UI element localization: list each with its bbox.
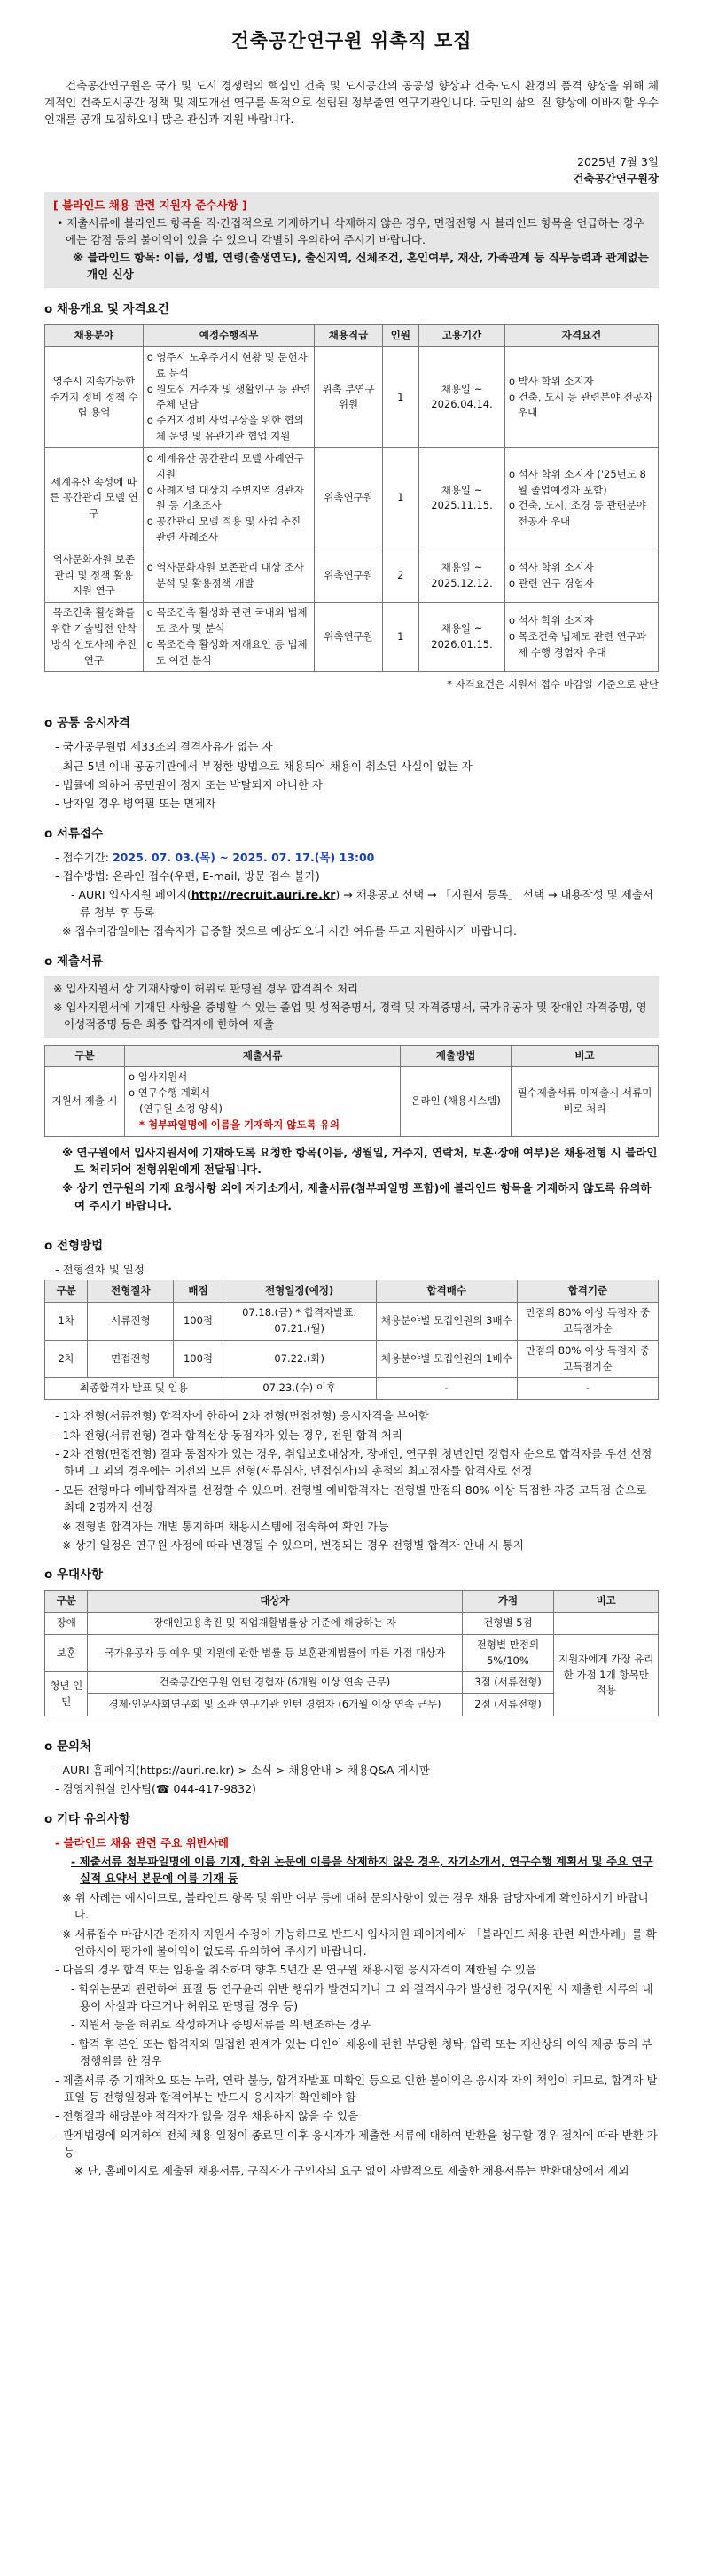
- contact-item: - 경영지원실 인사팀(☎ 044-417-9832): [55, 1782, 256, 1796]
- section-selection: o 전형방법: [44, 1239, 104, 1254]
- blind-violation-example: - 제출서류 첨부파일명에 이름 기재, 학위 논문에 이름을 삭제하지 않은 경우, 자기소개서, 연구수행 계획서 및 주요 연구실적 요약서 본문에 이름 기재 등: [71, 1855, 653, 1886]
- recruitment-row: [45, 549, 659, 602]
- blind-warning-1: ※ 연구원에서 입사지원서에 기재하도록 요청한 항목(이름, 생월일, 거주지, 연락처, 보훈·장애 여부)은 채용전형 시 블라인드 처리되어 전형위원에게 전달됩니다.: [62, 1145, 658, 1176]
- section-contact: o 문의처: [44, 1739, 92, 1755]
- documents-list: o 입사지원서 o 연구수행 계획서 (연구원 소정 양식) * 첨부파일명에 이름을 기재하지 않도록 유의: [124, 1067, 400, 1136]
- preference-cat: 장애: [45, 1613, 88, 1635]
- section-recruitment: o 채용개요 및 자격요건: [44, 302, 169, 317]
- duties-cell: o 목조건축 활성화 관련 국내외 법제도 조사 및 분석 o 목조건축 활성화 저해요인 등 법제도 여건 분석: [143, 603, 315, 672]
- blind-violation-heading: - 블라인드 채용 관련 주요 위반사례: [55, 1835, 229, 1849]
- application-site: - AURI 입사지원 페이지(http://recruit.auri.re.kr) → 채용공고 선택 → 「지원서 등록」 선택 → 내용작성 및 제출서류 첨부 후 등록: [71, 888, 653, 919]
- violation-note: ※ 위 사례는 예시이므로, 블라인드 항목 및 위반 여부 등에 대해 문의사항이 있는 경우 채용 담당자에게 확인하시기 바랍니다.: [62, 1890, 649, 1922]
- notice-blind-items: ※ 블라인드 항목: 이름, 성별, 연령(출생연도), 출신지역, 신체조건, 혼인여부, 재산, 가족관계 등 직무능력과 관계없는 개인 신상: [73, 250, 649, 281]
- other-note-item: - 제출서류 중 기재착오 또는 누락, 연락 불능, 합격자발표 미확인 등으로 인한 불이익은 응시자 자의 책임이 되므로, 합격자 발표일 등 전형일정과 합격여부는 반드시 응시자가 확인해야 함: [55, 2073, 658, 2104]
- selection-cell: 07.22.(화): [223, 1340, 376, 1378]
- qualification-cell: o 석사 학위 소지자 o 관련 연구 경험자: [504, 549, 658, 602]
- final-row: [45, 1378, 659, 1400]
- documents-cat: 지원서 제출 시: [45, 1067, 125, 1136]
- column-header: 구분: [45, 1591, 88, 1613]
- headcount-cell: 1: [382, 447, 419, 549]
- period-cell: 채용일 ~ 2026.04.14.: [419, 347, 505, 448]
- column-header: 합격배수: [376, 1280, 517, 1303]
- other-note-item: - 합격 후 본인 또는 합격자와 밀접한 관계가 있는 타인이 채용에 관한 부당한 청탁, 압력 또는 재산상의 이익 제공 등의 부정행위를 한 경우: [71, 2036, 652, 2068]
- selection-cell: 채용분야별 모집인원의 1배수: [376, 1340, 517, 1378]
- headcount-cell: 2: [382, 549, 419, 602]
- section-other-notes: o 기타 유의사항: [44, 1811, 130, 1826]
- column-header: 제출방법: [401, 1045, 512, 1067]
- column-header: 전형절차: [88, 1280, 174, 1303]
- period-cell: 채용일 ~ 2025.12.12.: [419, 549, 505, 602]
- column-header: 대상자: [88, 1591, 462, 1613]
- selection-note: ※ 상기 일정은 연구원 사정에 따라 변경될 수 있으며, 변경되는 경우 전형별 합격자 안내 시 통지: [62, 1537, 524, 1552]
- preference-remark: [554, 1613, 659, 1635]
- blind-warning-2: ※ 상기 연구원의 기재 요청사항 외에 자기소개서, 제출서류(첨부파일명 포함)에 블라인드 항목을 기재하지 않도록 유의하여 주시기 바랍니다.: [62, 1181, 652, 1212]
- period-cell: 채용일 ~ 2025.11.15.: [419, 447, 505, 549]
- final-cell: -: [376, 1378, 517, 1400]
- duties-cell: o 영주시 노후주거지 현황 및 문헌자료 분석 o 원도심 거주자 및 생활인구 등 관련주체 면담 o 주거지정비 사업구상을 위한 협의체 운영 및 유관기관 협업 지원: [143, 347, 315, 448]
- section-documents: o 제출서류: [44, 953, 104, 969]
- preference-cat: 보훈: [45, 1634, 88, 1672]
- recruitment-row: [45, 603, 659, 672]
- preference-target: 장애인고용촉진 및 직업재활법률상 기준에 해당하는 자: [88, 1613, 462, 1635]
- preference-points: 3점 (서류전형): [462, 1672, 554, 1694]
- selection-cell: 채용분야별 모집인원의 3배수: [376, 1303, 517, 1341]
- selection-cell: 면접전형: [88, 1340, 174, 1378]
- other-note-item: - 다음의 경우 합격 또는 임용을 취소하며 향후 5년간 본 연구원 채용시험 응시자격이 제한될 수 있음: [55, 1963, 536, 1977]
- column-header: 예정수행직무: [143, 325, 315, 347]
- grade-cell: 위촉연구원: [315, 447, 382, 549]
- eligibility-item: - 남자일 경우 병역필 또는 면제자: [55, 797, 216, 811]
- field-cell: 역사문화자원 보존관리 및 정책 활용 지원 연구: [45, 549, 144, 602]
- grade-cell: 위촉연구원: [315, 603, 382, 672]
- selection-subtitle: - 전형절차 및 일정: [55, 1263, 145, 1277]
- column-header: 인원: [382, 325, 419, 347]
- announcement-date: 2025년 7월 3일: [577, 154, 659, 168]
- application-period: - 접수기간: 2025. 07. 03.(목) ~ 2025. 07. 17.(목) 13:00: [55, 850, 375, 864]
- preference-points: 전형별 만점의 5%/10%: [462, 1634, 554, 1672]
- column-header: 자격요건: [504, 325, 658, 347]
- blind-hiring-notice: [44, 192, 659, 288]
- preference-table: [44, 1590, 659, 1716]
- preference-points: 2점 (서류전형): [462, 1694, 554, 1716]
- column-header: 채용직급: [315, 325, 382, 347]
- documents-remark: 필수제출서류 미제출시 서류미비로 처리: [511, 1067, 658, 1136]
- qualification-cell: o 석사 학위 소지자 ('25년도 8월 졸업예정자 포함) o 건축, 도시, 조경 등 관련분야 전공자 우대: [504, 447, 658, 549]
- selection-note: ※ 전형별 합격자는 개별 통지하며 채용시스템에 접속하여 확인 가능: [62, 1519, 389, 1533]
- selection-rule: - 모든 전형마다 예비합격자를 선정할 수 있으며, 전형별 예비합격자는 전형별 만점의 80% 이상 득점한 자중 고득점 순으로 최대 2명까지 선정: [55, 1483, 647, 1514]
- column-header: 구분: [45, 1280, 88, 1303]
- preference-row: [45, 1613, 659, 1635]
- documents-method: 온라인 (채용시스템): [401, 1067, 512, 1136]
- final-label: 최종합격자 발표 및 임용: [45, 1378, 223, 1400]
- qualification-footnote: * 자격요건은 지원서 접수 마감일 기준으로 판단: [447, 678, 659, 691]
- page-title: 건축공간연구원 위촉직 모집: [230, 30, 473, 51]
- preference-cat: 청년 인턴: [45, 1672, 88, 1716]
- contact-item: - AURI 홈페이지(https://auri.re.kr) > 소식 > 채용안내 > 채용Q&A 게시판: [55, 1763, 430, 1777]
- preference-points: 전형별 5점: [462, 1613, 554, 1635]
- qualification-cell: o 석사 학위 소지자 o 목조건축 법제도 관련 연구과제 수행 경험자 우대: [504, 603, 658, 672]
- application-method: - 접수방법: 온라인 접수(우편, E-mail, 방문 접수 불가): [55, 869, 320, 883]
- section-common-eligibility: o 공통 응시자격: [44, 716, 130, 731]
- column-header: 비고: [511, 1045, 658, 1067]
- eligibility-item: - 국가공무원법 제33조의 결격사유가 없는 자: [55, 740, 273, 754]
- selection-table: [44, 1280, 659, 1400]
- selection-rule: - 1차 전형(서류전형) 합격자에 한하여 2차 전형(면접전형) 응시자격을 부여함: [55, 1409, 429, 1423]
- qualification-cell: o 박사 학위 소지자 o 건축, 도시 등 관련분야 전공자 우대: [504, 347, 658, 448]
- preference-remark: 지원자에게 가장 유리한 가점 1개 항목만 적용: [554, 1634, 659, 1716]
- column-header: 가점: [462, 1591, 554, 1613]
- grade-cell: 위촉연구원: [315, 549, 382, 602]
- field-cell: 세계유산 속성에 따른 공간관리 모델 연구: [45, 447, 144, 549]
- recruit-site-link[interactable]: http://recruit.auri.re.kr: [191, 888, 336, 902]
- intro-paragraph: 건축공간연구원은 국가 및 도시 경쟁력의 핵심인 건축 및 도시공간의 공공성 향상과 건축·도시 환경의 품격 향상을 위해 체계적인 건축도시공간 정책 및 제도개선 연구를 목적으로 설립된 정부출연 연구기관입니다. 국민의 삶의 질 향상에 이바지할 우수인재를 공개 모집하오니 많은 관심과 지원 바랍니다.: [44, 78, 659, 127]
- column-header: 채용분야: [45, 325, 144, 347]
- duties-cell: o 세계유산 공간관리 모델 사례연구 지원 o 사례지별 대상지 주변지역 경관자원 등 기초조사 o 공간관리 모델 적용 및 사업 추진 관련 사례조사: [143, 447, 315, 549]
- preference-target: 건축공간연구원 인턴 경험자 (6개월 이상 연속 근무): [88, 1672, 462, 1694]
- return-exception-note: ※ 단, 홈페이지로 제출된 채용서류, 구직자가 구인자의 요구 없이 자발적으로 제출한 채용서류는 반환대상에서 제외: [74, 2164, 629, 2178]
- other-note-item: - 학위논문과 관련하여 표절 등 연구윤리 위반 행위가 발견되거나 그 외 결격사유가 발생한 경우(지원 시 제출한 서류의 내용이 사실과 다르거나 허위로 판명될 경우 등): [71, 1981, 653, 2013]
- other-note-item: - 전형결과 해당분야 적격자가 없을 경우 채용하지 않을 수 있음: [55, 2109, 359, 2123]
- recruitment-table: [44, 324, 659, 672]
- column-header: 구분: [45, 1045, 125, 1067]
- documents-table: [44, 1045, 659, 1137]
- column-header: 비고: [554, 1591, 659, 1613]
- selection-cell: 07.18.(금) * 합격자발표: 07.21.(월): [223, 1303, 376, 1341]
- selection-cell: 100점: [174, 1303, 223, 1341]
- notice-bullet: • 제출서류에 블라인드 항목을 직·간접적으로 기재하거나 삭제하지 않은 경우, 면접전형 시 블라인드 항목을 언급하는 경우에는 감점 등의 불이익이 있을 수 있으니 각별히 유의하여 주시기 바랍니다.: [57, 215, 644, 247]
- column-header: 제출서류: [124, 1045, 400, 1067]
- final-cell: -: [517, 1378, 658, 1400]
- other-note-item: - 관계법령에 의거하여 전체 채용 일정이 종료된 이후 응시자가 제출한 서류에 대하여 반환을 청구할 경우 절차에 따라 반환 가능: [55, 2128, 658, 2160]
- selection-row: [45, 1303, 659, 1341]
- selection-rule: - 1차 전형(서류전형) 결과 합격선상 동점자가 있는 경우, 전원 합격 처리: [55, 1428, 402, 1442]
- final-date: 07.23.(수) 이후: [223, 1378, 376, 1400]
- application-note: ※ 접수마감일에는 접속자가 급증할 것으로 예상되오니 시간 여유를 두고 지원하시기 바랍니다.: [62, 924, 518, 938]
- column-header: 합격기준: [517, 1280, 658, 1303]
- selection-cell: 만점의 80% 이상 득점자 중 고득점자순: [517, 1340, 658, 1378]
- selection-cell: 서류전형: [88, 1303, 174, 1341]
- preference-row: [45, 1634, 659, 1672]
- selection-cell: 만점의 80% 이상 득점자 중 고득점자순: [517, 1303, 658, 1341]
- period-cell: 채용일 ~ 2026.01.15.: [419, 603, 505, 672]
- field-cell: 영주시 지속가능한 주거지 정비 정책 수립 용역: [45, 347, 144, 448]
- organization-head: 건축공간연구원장: [573, 172, 659, 186]
- column-header: 배점: [174, 1280, 223, 1303]
- violation-note: ※ 서류접수 마감시간 전까지 지원서 수정이 가능하므로 반드시 입사지원 페이지에서 「블라인드 채용 관련 위반사례」를 확인하시어 평가에 불이익이 없도록 유의하여 주시기 바랍니다.: [62, 1926, 657, 1957]
- notice-title: [ 블라인드 채용 관련 지원자 준수사항 ]: [53, 198, 247, 213]
- section-preference: o 우대사항: [44, 1568, 104, 1583]
- recruitment-row: [45, 447, 659, 549]
- preference-target: 국가유공자 등 예우 및 지원에 관한 법률 등 보훈관계법률에 따른 가점 대상자: [88, 1634, 462, 1672]
- column-header: 전형일정(예정): [223, 1280, 376, 1303]
- selection-cell: 1차: [45, 1303, 88, 1341]
- headcount-cell: 1: [382, 347, 419, 448]
- recruitment-row: [45, 347, 659, 448]
- grade-cell: 위촉 부연구위원: [315, 347, 382, 448]
- duties-cell: o 역사문화자원 보존관리 대상 조사 분석 및 활용정책 개발: [143, 549, 315, 602]
- headcount-cell: 1: [382, 603, 419, 672]
- documents-notice: ※ 입사지원서 상 기재사항이 허위로 판명될 경우 합격취소 처리 ※ 입사지원서에 기재된 사항을 증빙할 수 있는 졸업 및 성적증명서, 경력 및 자격증명서, 국가유공자 및 장애인 자격증명, 영어성적증명 등은 최종 합격자에 한하여 제출: [44, 976, 659, 1037]
- eligibility-item: - 법률에 의하여 공민권이 정지 또는 박탈되지 아니한 자: [55, 777, 323, 791]
- eligibility-item: - 최근 5년 이내 공공기관에서 부정한 방법으로 채용되어 채용이 취소된 사실이 없는 자: [55, 759, 473, 773]
- field-cell: 목조건축 활성화를 위한 기술법전 안착방식 선도사례 추진 연구: [45, 603, 144, 672]
- selection-cell: 100점: [174, 1340, 223, 1378]
- column-header: 고용기간: [419, 325, 505, 347]
- selection-row: [45, 1340, 659, 1378]
- selection-cell: 2차: [45, 1340, 88, 1378]
- section-application: o 서류접수: [44, 826, 104, 841]
- other-note-item: - 지원서 등을 허위로 작성하거나 증빙서류를 위·변조하는 경우: [71, 2018, 371, 2032]
- preference-target: 경제·인문사회연구회 및 소관 연구기관 인턴 경험자 (6개월 이상 연속 근무): [88, 1694, 462, 1716]
- selection-rule: - 2차 전형(면접전형) 결과 동점자가 있는 경우, 취업보호대상자, 장애인, 연구원 청년인턴 경험자 순으로 합격자를 우선 선정하며 그 외의 경우에는 이전의 모든 전형(서류심사, 면접심사)의 총점의 최고점자를 합격자로 선정: [55, 1447, 652, 1478]
